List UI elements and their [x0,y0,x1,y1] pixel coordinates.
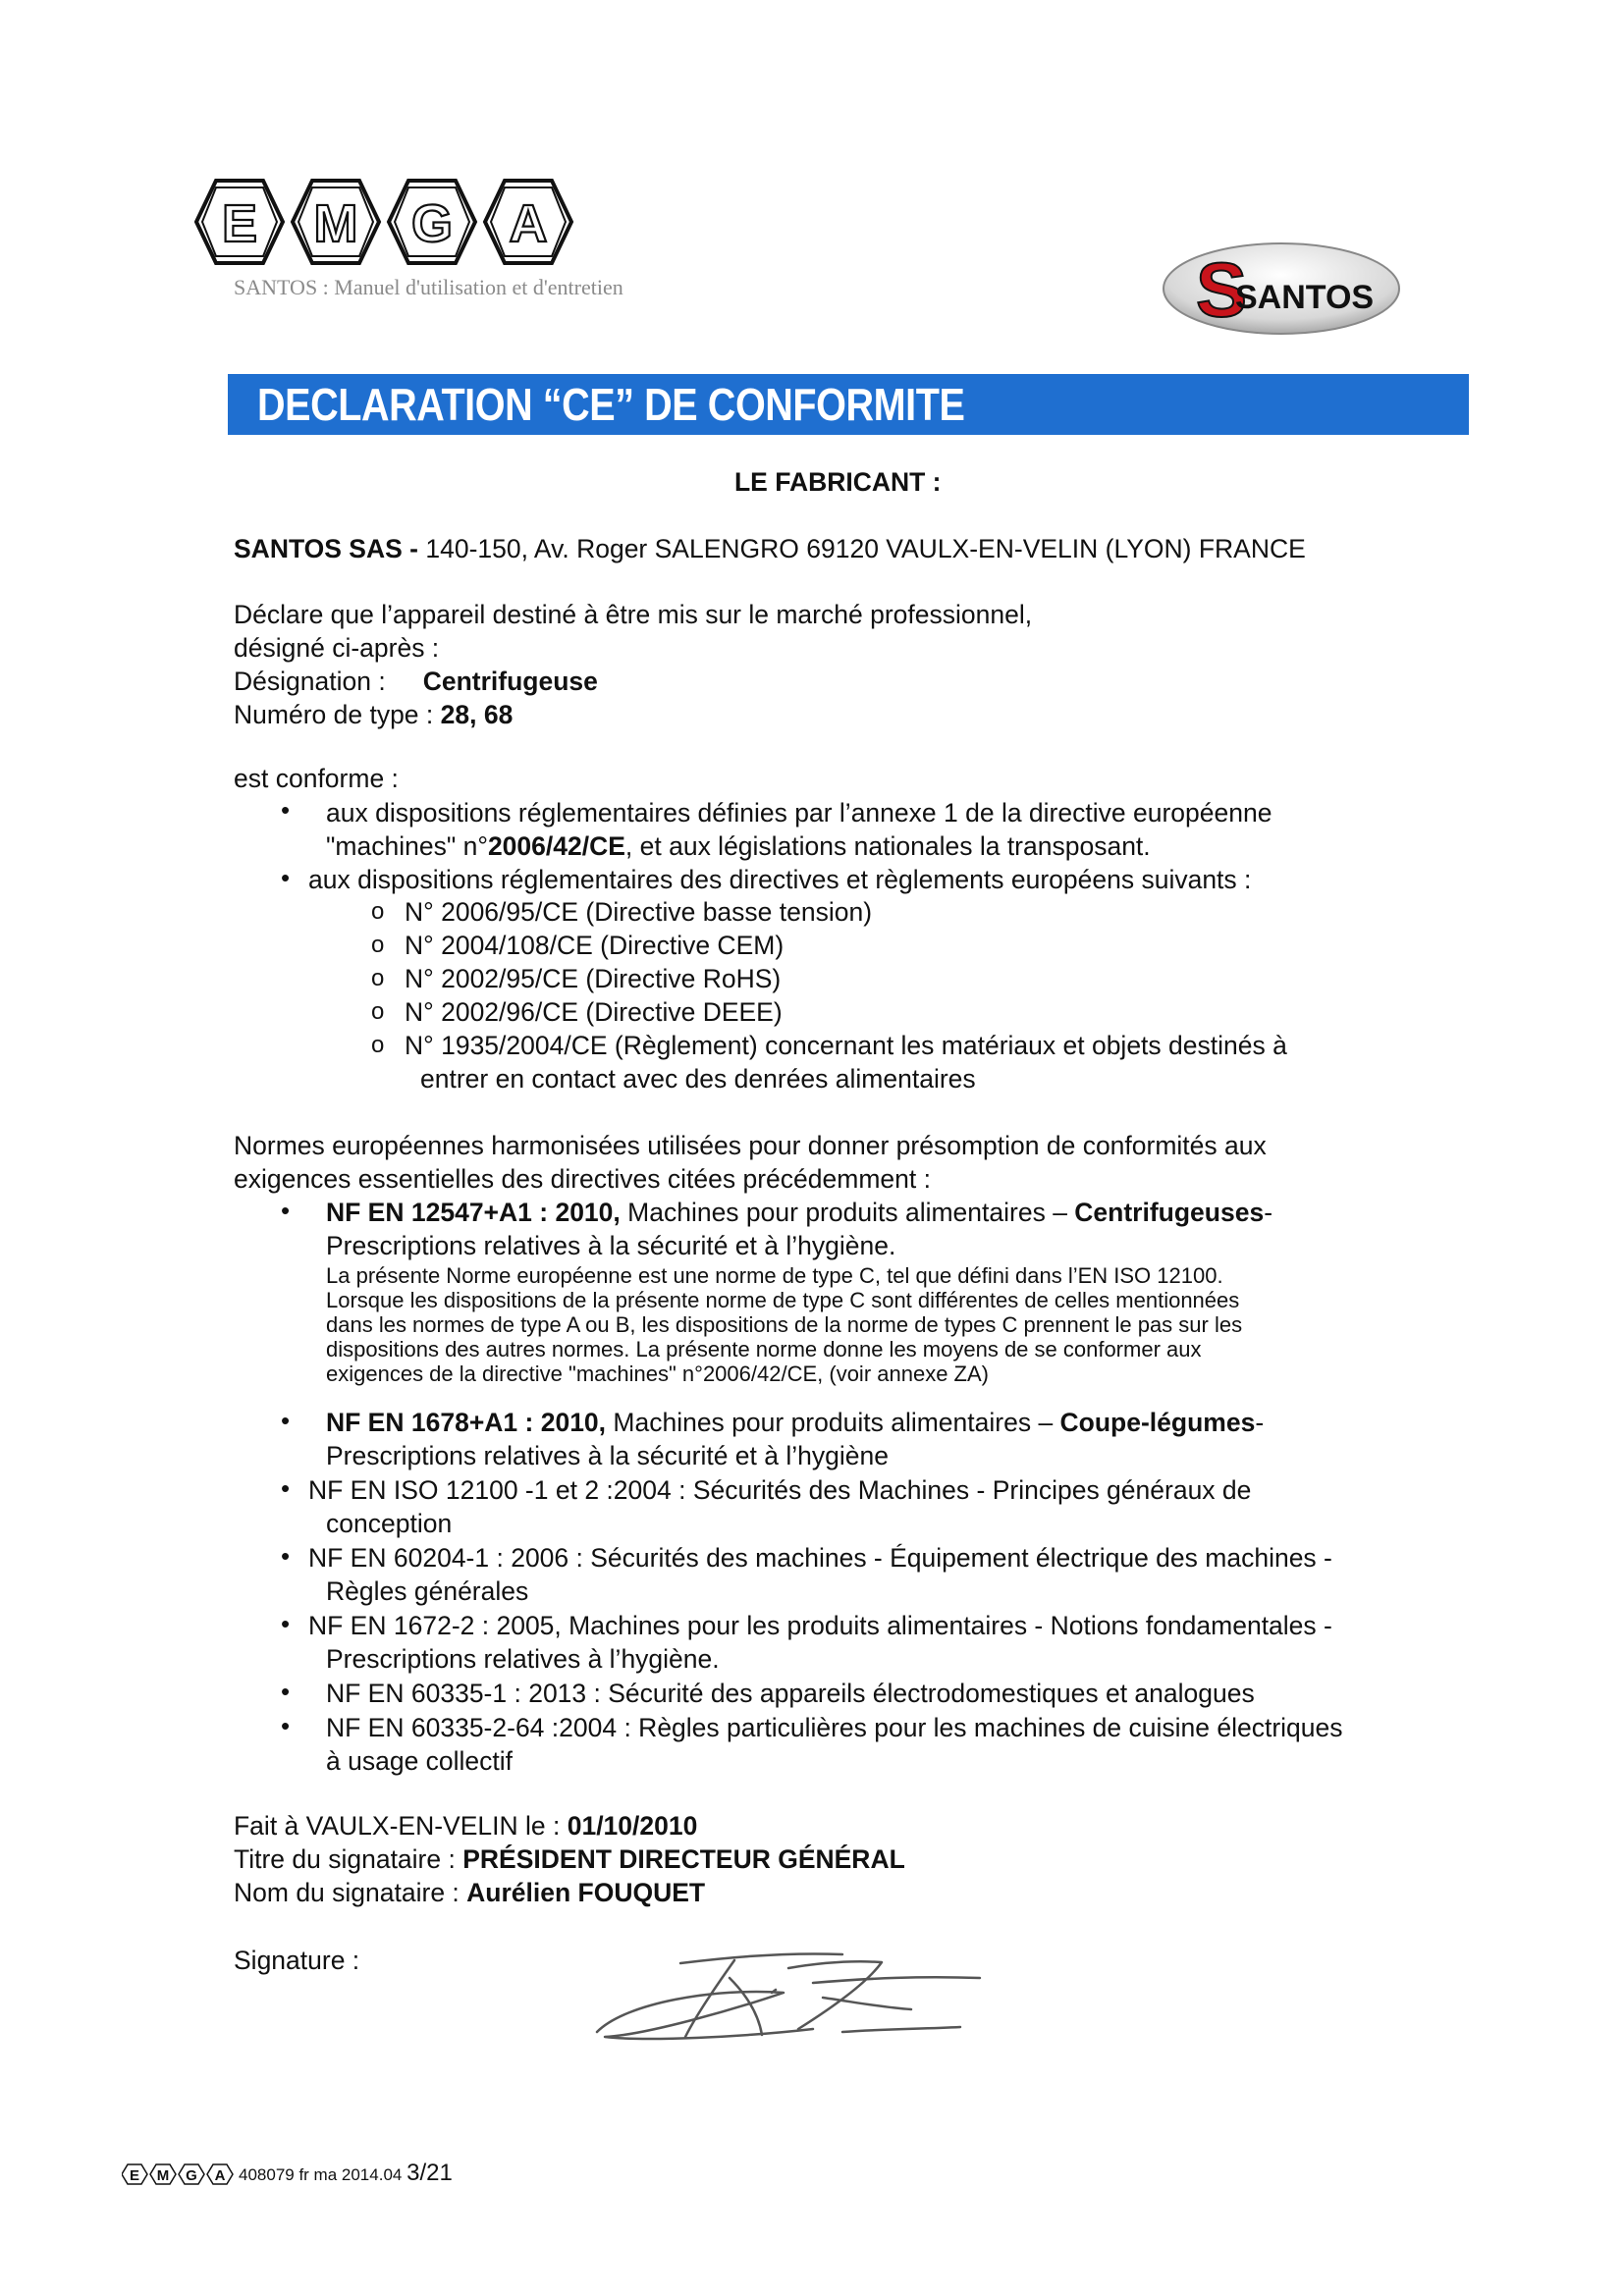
norme-6: NF EN 60335-1 : 2013 : Sécurité des appareils électrodomestiques et analogues [326,1679,1255,1708]
type-line [234,698,513,731]
footer-emga-logo [122,2163,234,2186]
emga-letter-g: G [410,194,454,253]
svg-text:S: S [1196,246,1248,333]
emga-letter-m: M [313,194,358,253]
conforme-bullet-1-line-2: "machines" n°2006/42/CE, et aux législations nationales la transposant. [326,831,1151,861]
document-title: DECLARATION “CE” DE CONFORMITE [257,379,965,430]
norme-3-line-2: conception [326,1509,453,1538]
norme-1-detail: La présente Norme européenne est une norme de type C, tel que défini dans l’EN ISO 12100. [326,1263,1223,1288]
norme-1-line-1: NF EN 12547+A1 : 2010, Machines pour produits alimentaires – Centrifugeuses- [326,1198,1273,1227]
conforme-bullet-2: aux dispositions réglementaires des directives et règlements européens suivants : [308,865,1252,894]
svg-text:M: M [156,2167,170,2184]
handwritten-signature [587,1939,1029,2056]
directive-item: N° 2002/95/CE (Directive RoHS) [405,964,782,993]
bullet-dot: • [281,1406,291,1435]
normes-intro-1: Normes européennes harmonisées utilisées pour donner présomption de conformités aux [234,1131,1267,1160]
norme-4-line-2: Règles générales [326,1576,529,1606]
norme-4-line-1: NF EN 60204-1 : 2006 : Sécurités des machines - Équipement électrique des machines - [308,1543,1332,1573]
norme-7-line-2: à usage collectif [326,1746,514,1776]
bullet-dot: • [281,1473,291,1503]
fabricant-line [234,532,1306,565]
footer-doc-ref: 408079 fr ma 2014.04 [239,2165,403,2184]
circle-bullet: o [371,998,385,1025]
directive-item: N° 2004/108/CE (Directive CEM) [405,931,785,960]
santos-logo-text: SANTOS [1235,279,1375,316]
norme-7-line-1: NF EN 60335-2-64 :2004 : Règles particulières pour les machines de cuisine électriques [326,1713,1343,1742]
signature-label: Signature : [234,1946,360,1975]
norme-5-line-2: Prescriptions relatives à l’hygiène. [326,1644,720,1674]
titre-line: Titre du signataire : PRÉSIDENT DIRECTEUR GÉNÉRAL [234,1844,905,1874]
footer-page-number: 3/21 [406,2160,453,2186]
fait-line: Fait à VAULX-EN-VELIN le : 01/10/2010 [234,1811,698,1841]
type-label: Numéro de type : [234,700,434,729]
emga-letter-e: E [221,194,258,253]
manual-subtitle: SANTOS : Manuel d'utilisation et d'entretien [234,275,623,299]
bullet-dot: • [281,1609,291,1638]
norme-3-line-1: NF EN ISO 12100 -1 et 2 :2004 : Sécurités des Machines - Principes généraux de [308,1475,1252,1505]
norme-2-line-1: NF EN 1678+A1 : 2010, Machines pour produits alimentaires – Coupe-légumes- [326,1408,1265,1437]
directive-item: N° 2006/95/CE (Directive basse tension) [405,897,873,927]
emga-letter-a: A [509,194,548,253]
bullet-dot: • [281,863,291,892]
svg-text:G: G [186,2167,197,2184]
nom-line: Nom du signataire : Aurélien FOUQUET [234,1878,706,1907]
directive-item-continuation: entrer en contact avec des denrées alimentaires [420,1064,976,1094]
bullet-dot: • [281,1711,291,1740]
footer [239,2160,453,2187]
declaration-line-1: Déclare que l’appareil destiné à être mis sur le marché professionnel, [234,600,1033,629]
circle-bullet: o [371,1032,385,1058]
designation-value: Centrifugeuse [422,667,598,696]
svg-text:E: E [129,2167,140,2184]
designation-line [234,665,598,698]
fabricant-name: SANTOS SAS - [234,534,418,563]
type-value: 28, 68 [440,700,514,729]
norme-1-detail: exigences de la directive "machines" n°2006/42/CE, (voir annexe ZA) [326,1362,989,1386]
norme-1-detail: Lorsque les dispositions de la présente norme de type C sont différentes de celles mentionnées [326,1288,1240,1312]
bullet-dot: • [281,1677,291,1706]
circle-bullet: o [371,932,385,958]
norme-5-line-1: NF EN 1672-2 : 2005, Machines pour les produits alimentaires - Notions fondamentales - [308,1611,1332,1640]
bullet-dot: • [281,1196,291,1225]
conforme-heading: est conforme : [234,764,399,793]
title-bar [228,374,1469,435]
directive-item: N° 1935/2004/CE (Règlement) concernant les matériaux et objets destinés à [405,1031,1287,1060]
directive-item: N° 2002/96/CE (Directive DEEE) [405,997,783,1027]
bullet-dot: • [281,1541,291,1571]
norme-1-detail: dispositions des autres normes. La présente norme donne les moyens de se conformer aux [326,1337,1202,1362]
norme-1-detail: dans les normes de type A ou B, les dispositions de la norme de types C prennent le pas sur les [326,1312,1243,1337]
fabricant-address: 140-150, Av. Roger SALENGRO 69120 VAULX-EN-VELIN (LYON) FRANCE [425,534,1306,563]
emga-logo [194,177,579,267]
svg-text:A: A [214,2167,226,2184]
bullet-dot: • [281,795,291,825]
circle-bullet: o [371,898,385,925]
designation-label: Désignation : [234,667,386,696]
norme-2-line-2: Prescriptions relatives à la sécurité et à l’hygiène [326,1441,889,1470]
fabricant-heading: LE FABRICANT : [734,467,942,497]
santos-logo [1159,236,1404,342]
circle-bullet: o [371,965,385,991]
conforme-bullet-1-line-1: aux dispositions réglementaires définies par l’annexe 1 de la directive européenne [326,798,1272,828]
norme-1-line-2: Prescriptions relatives à la sécurité et à l’hygiène. [326,1231,896,1260]
normes-intro-2: exigences essentielles des directives citées précédemment : [234,1164,931,1194]
declaration-line-2: désigné ci-après : [234,633,440,663]
